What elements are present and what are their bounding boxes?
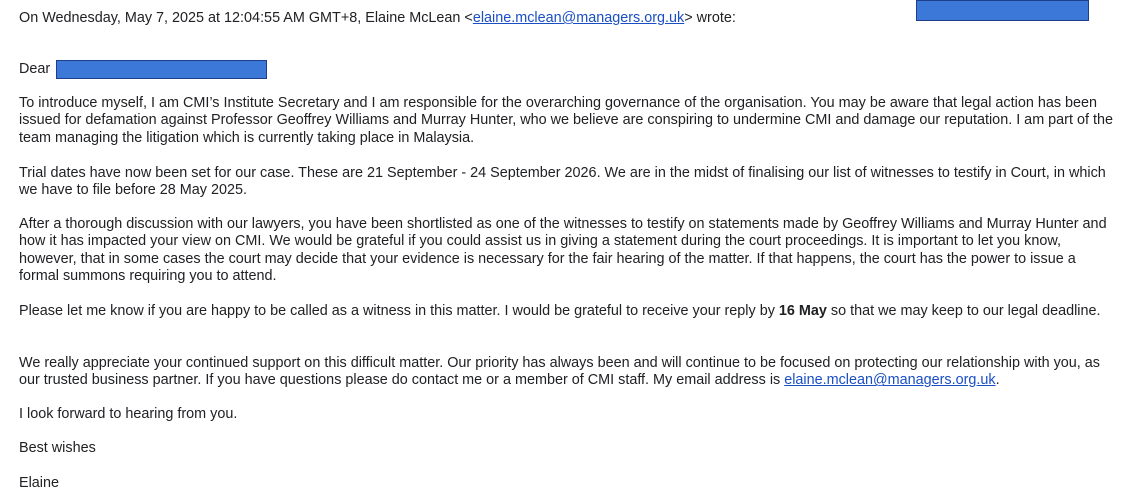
redaction-box-top: [916, 0, 1089, 21]
reply-deadline-date: 16 May: [778, 303, 827, 319]
paragraph-witness-shortlist: After a thorough discussion with our lawyers, you have been shortlisted as one of the witnesses to testify on statements made by Geoffrey Williams and Murray Hunter and how it has impacted your view on CMI. We would be grateful if you could assist us in giving a statement during the court proceedings. It is important to let you know, however, that in some cases the court may decide that your evidence is necessary for the fair hearing of the matter. If that happens, the court has the power to issue a formal summons requiring you to attend.: [19, 216, 1107, 285]
email-quote-header: [19, 10, 736, 27]
paragraph-trial-dates: Trial dates have now been set for our case. These are 21 September - 24 September 2026. We are in the midst of finalising our list of witnesses to testify in Court, in which we have to file before 28 May 2025.: [19, 165, 1106, 199]
paragraph-appreciation: [19, 355, 1119, 390]
paragraph-introduction: To introduce myself, I am CMI’s Institute Secretary and I am responsible for the overarching governance of the organisation. You may be aware that legal action has been issued for defamation against Professor Geoffrey Williams and Murray Hunter, who we believe are conspiring to undermine CMI and damage our reputation. I am part of the team managing the litigation which is currently taking place in Malaysia.: [19, 95, 1113, 146]
sender-email-link[interactable]: elaine.mclean@managers.org.uk: [472, 10, 685, 26]
redaction-box-recipient: [56, 60, 267, 79]
header-prefix: On Wednesday, May 7, 2025 at 12:04:55 AM GMT+8, Elaine McLean <: [19, 10, 473, 26]
paragraph-closing-line: I look forward to hearing from you.: [19, 406, 238, 422]
salutation: Dear: [19, 61, 51, 77]
reply-request-text-end: so that we may keep to our legal deadline.: [826, 303, 1101, 319]
appreciation-text: We really appreciate your continued support on this difficult matter. Our priority has always been and will continue to be focused on protecting our relationship with you, as our trusted business partner. If you have questions please do contact me or a member of CMI staff. My email address is: [19, 355, 1100, 389]
signature-name: Elaine: [19, 475, 60, 491]
sign-off: Best wishes: [19, 440, 96, 456]
paragraph-reply-request: [19, 303, 1119, 320]
header-suffix: > wrote:: [684, 10, 736, 26]
contact-email-link[interactable]: elaine.mclean@managers.org.uk: [784, 372, 996, 389]
reply-request-text: Please let me know if you are happy to be called as a witness in this matter. I would be grateful to receive your reply by: [19, 303, 779, 319]
appreciation-text-end: .: [995, 372, 1000, 389]
